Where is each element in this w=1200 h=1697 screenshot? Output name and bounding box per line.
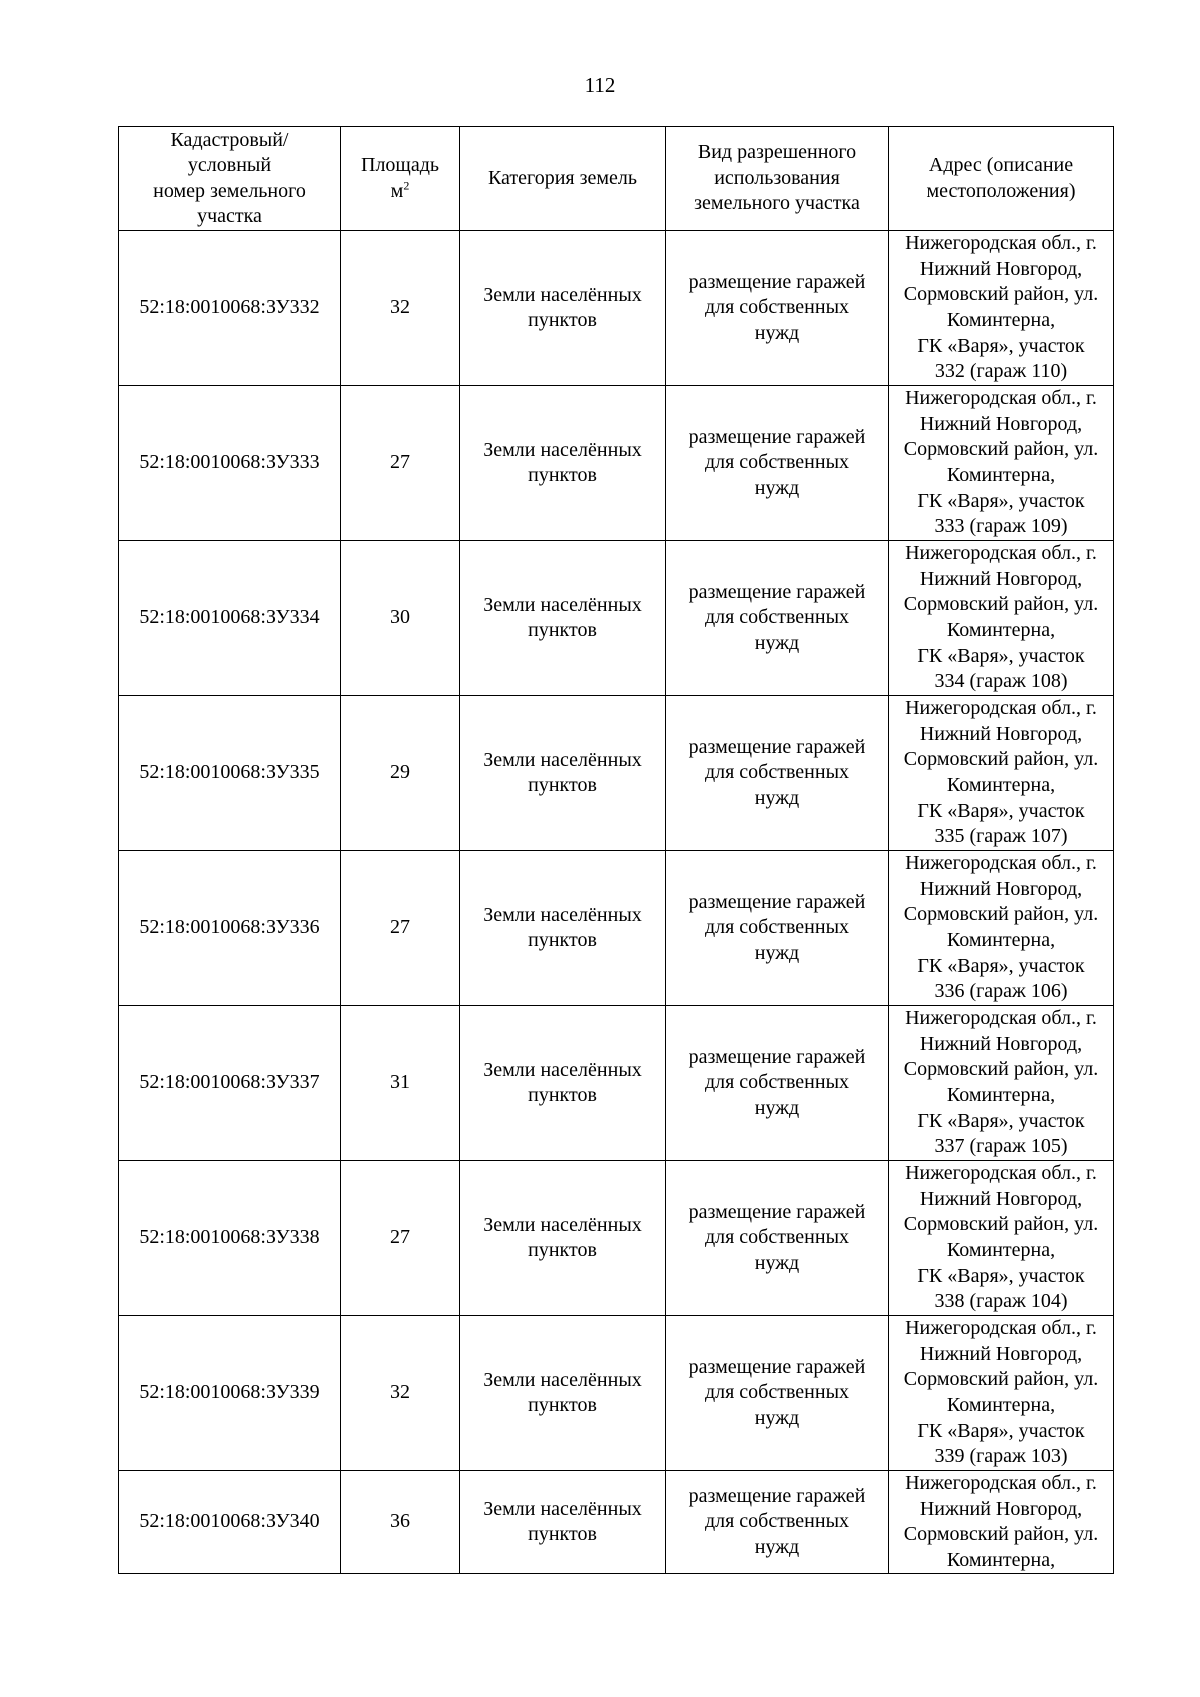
cell-line: Земли населённых bbox=[483, 593, 642, 616]
address-line: Нижегородская обл., г. bbox=[905, 1007, 1097, 1030]
cell-line: нужд bbox=[754, 1406, 800, 1429]
table-row bbox=[119, 386, 1114, 541]
header-land-category bbox=[460, 127, 666, 231]
cell-line: пунктов bbox=[528, 1523, 597, 1546]
cell-area: 30 bbox=[341, 541, 460, 696]
table-row bbox=[119, 1006, 1114, 1161]
address-line: Коминтерна, bbox=[946, 929, 1056, 951]
header-permitted-use bbox=[666, 127, 889, 231]
address-line: Сормовский район, ул. bbox=[903, 1058, 1099, 1081]
address-line: Нижний Новгород, bbox=[919, 567, 1083, 590]
address-line: ГК «Варя», участок bbox=[917, 1264, 1085, 1287]
table-row bbox=[119, 541, 1114, 696]
cell-address bbox=[889, 1161, 1114, 1316]
cell-address bbox=[889, 386, 1114, 541]
cell-area: 31 bbox=[341, 1006, 460, 1161]
header-line: Категория земель bbox=[487, 166, 638, 189]
cell-line: для собственных bbox=[704, 296, 850, 319]
address-line: Нижний Новгород, bbox=[919, 412, 1083, 435]
address-line: Коминтерна, bbox=[946, 1084, 1056, 1106]
cell-permitted-use bbox=[666, 1471, 889, 1574]
table-row bbox=[119, 851, 1114, 1006]
cell-line: пунктов bbox=[528, 1394, 597, 1416]
cell-line: размещение гаражей bbox=[688, 1355, 866, 1378]
cell-area: 32 bbox=[341, 231, 460, 386]
cell-address bbox=[889, 1006, 1114, 1161]
cell-line: размещение гаражей bbox=[688, 735, 866, 758]
cell-cadastral-number: 52:18:0010068:ЗУ335 bbox=[119, 696, 341, 851]
address-line: Нижний Новгород, bbox=[919, 1342, 1083, 1365]
cell-line: для собственных bbox=[704, 1071, 850, 1094]
cell-line: Земли населённых bbox=[483, 1368, 642, 1391]
cell-land-category bbox=[460, 1316, 666, 1471]
address-line: Коминтерна, bbox=[946, 1239, 1056, 1261]
cell-line: Земли населённых bbox=[483, 1497, 642, 1520]
address-line: Нижегородская обл., г. bbox=[905, 387, 1097, 410]
address-line: 336 (гараж 106) bbox=[934, 980, 1068, 1003]
cell-permitted-use bbox=[666, 541, 889, 696]
address-line: Сормовский район, ул. bbox=[903, 593, 1099, 616]
cell-address bbox=[889, 231, 1114, 386]
cell-line: для собственных bbox=[704, 1381, 850, 1404]
cell-address bbox=[889, 1316, 1114, 1471]
header-cadastral-number bbox=[119, 127, 341, 231]
address-line: Нижегородская обл., г. bbox=[905, 1317, 1097, 1340]
cell-line: Земли населённых bbox=[483, 1058, 642, 1081]
header-area bbox=[341, 127, 460, 231]
cell-line: нужд bbox=[754, 631, 800, 654]
table-body bbox=[119, 231, 1114, 1574]
table-row bbox=[119, 696, 1114, 851]
header-line: номер земельного bbox=[153, 179, 306, 202]
cell-cadastral-number: 52:18:0010068:ЗУ336 bbox=[119, 851, 341, 1006]
cell-permitted-use bbox=[666, 1161, 889, 1316]
address-line: ГК «Варя», участок bbox=[917, 1109, 1085, 1132]
cell-line: размещение гаражей bbox=[688, 425, 866, 448]
address-line: Сормовский район, ул. bbox=[903, 1213, 1099, 1236]
header-row bbox=[119, 127, 1114, 231]
cell-area: 32 bbox=[341, 1316, 460, 1471]
address-line: Нижегородская обл., г. bbox=[905, 852, 1097, 875]
header-line: Адрес (описание bbox=[928, 154, 1074, 176]
address-line: Коминтерна, bbox=[946, 774, 1056, 796]
address-line: Нижний Новгород, bbox=[919, 722, 1083, 745]
cell-land-category bbox=[460, 1161, 666, 1316]
table-row bbox=[119, 1161, 1114, 1316]
cell-land-category bbox=[460, 541, 666, 696]
cell-line: для собственных bbox=[704, 606, 850, 629]
header-area-unit bbox=[341, 179, 459, 205]
cell-cadastral-number: 52:18:0010068:ЗУ333 bbox=[119, 386, 341, 541]
address-line: ГК «Варя», участок bbox=[917, 954, 1085, 977]
address-line: Сормовский район, ул. bbox=[903, 283, 1099, 306]
area-unit-superscript: 2 bbox=[403, 177, 410, 192]
cell-area: 36 bbox=[341, 1471, 460, 1574]
address-line: ГК «Варя», участок bbox=[917, 1419, 1085, 1442]
cell-address bbox=[889, 541, 1114, 696]
address-line: Нижний Новгород, bbox=[919, 877, 1083, 900]
cell-area: 27 bbox=[341, 386, 460, 541]
header-line: местоположения) bbox=[926, 179, 1076, 202]
cell-permitted-use bbox=[666, 1316, 889, 1471]
cell-cadastral-number: 52:18:0010068:ЗУ338 bbox=[119, 1161, 341, 1316]
cell-permitted-use bbox=[666, 851, 889, 1006]
header-address bbox=[889, 127, 1114, 231]
address-line: ГК «Варя», участок bbox=[917, 644, 1085, 667]
address-line: Нижегородская обл., г. bbox=[905, 697, 1097, 720]
land-plots-table bbox=[118, 126, 1114, 1574]
address-line: Сормовский район, ул. bbox=[903, 1368, 1099, 1391]
address-line: ГК «Варя», участок bbox=[917, 489, 1085, 512]
cell-line: Земли населённых bbox=[483, 1213, 642, 1236]
cell-address bbox=[889, 1471, 1114, 1574]
cell-line: пунктов bbox=[528, 929, 597, 951]
address-line: 333 (гараж 109) bbox=[934, 515, 1068, 538]
cell-line: размещение гаражей bbox=[688, 1045, 866, 1068]
cell-cadastral-number: 52:18:0010068:ЗУ340 bbox=[119, 1471, 341, 1574]
cell-land-category bbox=[460, 1006, 666, 1161]
cell-address bbox=[889, 851, 1114, 1006]
cell-line: для собственных bbox=[704, 916, 850, 939]
address-line: ГК «Варя», участок bbox=[917, 334, 1085, 357]
header-line: участка bbox=[197, 205, 262, 227]
table-row bbox=[119, 1471, 1114, 1574]
cell-address bbox=[889, 696, 1114, 851]
cell-line: Земли населённых bbox=[483, 283, 642, 306]
page-number: 112 bbox=[584, 73, 616, 97]
cell-permitted-use bbox=[666, 231, 889, 386]
cell-line: размещение гаражей bbox=[688, 270, 866, 293]
cell-cadastral-number: 52:18:0010068:ЗУ339 bbox=[119, 1316, 341, 1471]
cell-land-category bbox=[460, 1471, 666, 1574]
address-line: Сормовский район, ул. bbox=[903, 903, 1099, 926]
table-header bbox=[119, 127, 1114, 231]
cell-line: пунктов bbox=[528, 1239, 597, 1261]
cell-line: нужд bbox=[754, 1096, 800, 1119]
address-line: Сормовский район, ул. bbox=[903, 1523, 1099, 1546]
cell-line: нужд bbox=[754, 786, 800, 809]
cell-line: Земли населённых bbox=[483, 748, 642, 771]
address-line: 339 (гараж 103) bbox=[934, 1445, 1068, 1468]
cell-land-category bbox=[460, 231, 666, 386]
cell-land-category bbox=[460, 386, 666, 541]
address-line: Коминтерна, bbox=[946, 1394, 1056, 1416]
cell-line: пунктов bbox=[528, 1084, 597, 1106]
cell-line: для собственных bbox=[704, 1226, 850, 1249]
cell-line: нужд bbox=[754, 941, 800, 964]
header-line: условный bbox=[187, 154, 272, 176]
cell-cadastral-number: 52:18:0010068:ЗУ337 bbox=[119, 1006, 341, 1161]
address-line: 332 (гараж 110) bbox=[934, 360, 1068, 383]
cell-line: Земли населённых bbox=[483, 903, 642, 926]
address-line: 334 (гараж 108) bbox=[934, 670, 1068, 693]
cell-cadastral-number: 52:18:0010068:ЗУ332 bbox=[119, 231, 341, 386]
address-line: Нижегородская обл., г. bbox=[905, 232, 1097, 255]
cell-line: Земли населённых bbox=[483, 438, 642, 461]
cell-area: 27 bbox=[341, 1161, 460, 1316]
address-line: Нижегородская обл., г. bbox=[905, 1472, 1097, 1494]
address-line: ГК «Варя», участок bbox=[917, 799, 1085, 822]
cell-line: для собственных bbox=[704, 761, 850, 784]
cell-cadastral-number: 52:18:0010068:ЗУ334 bbox=[119, 541, 341, 696]
address-line: Коминтерна, bbox=[946, 309, 1056, 331]
address-line: Сормовский район, ул. bbox=[903, 748, 1099, 771]
header-line: Кадастровый/ bbox=[170, 128, 289, 151]
cell-line: размещение гаражей bbox=[688, 1484, 866, 1507]
area-unit: м bbox=[390, 179, 404, 202]
address-line: Нижегородская обл., г. bbox=[905, 542, 1097, 565]
address-line: Нижний Новгород, bbox=[919, 1032, 1083, 1055]
cell-line: размещение гаражей bbox=[688, 890, 866, 913]
address-line: 335 (гараж 107) bbox=[934, 825, 1068, 848]
cell-land-category bbox=[460, 696, 666, 851]
header-line: Вид разрешенного bbox=[697, 141, 857, 164]
header-line: земельного участка bbox=[694, 192, 860, 215]
cell-line: нужд bbox=[754, 321, 800, 344]
cell-line: для собственных bbox=[704, 1510, 850, 1533]
cell-line: нужд bbox=[754, 476, 800, 499]
cell-line: пунктов bbox=[528, 309, 597, 331]
cell-line: пунктов bbox=[528, 464, 597, 486]
cell-permitted-use bbox=[666, 386, 889, 541]
cell-area: 29 bbox=[341, 696, 460, 851]
address-line: 337 (гараж 105) bbox=[934, 1135, 1068, 1158]
header-line: использования bbox=[714, 166, 840, 189]
address-line: 338 (гараж 104) bbox=[934, 1290, 1068, 1313]
address-line: Нижний Новгород, bbox=[919, 257, 1083, 280]
cell-permitted-use bbox=[666, 696, 889, 851]
cell-land-category bbox=[460, 851, 666, 1006]
address-line: Нижегородская обл., г. bbox=[905, 1162, 1097, 1185]
address-line: Коминтерна, bbox=[946, 1548, 1056, 1571]
address-line: Коминтерна, bbox=[946, 464, 1056, 486]
cell-line: для собственных bbox=[704, 451, 850, 474]
address-line: Коминтерна, bbox=[946, 619, 1056, 641]
address-line: Нижний Новгород, bbox=[919, 1187, 1083, 1210]
cell-line: пунктов bbox=[528, 774, 597, 796]
cell-line: размещение гаражей bbox=[688, 580, 866, 603]
cell-line: нужд bbox=[754, 1535, 800, 1558]
header-line: Площадь bbox=[361, 154, 439, 176]
cell-line: нужд bbox=[754, 1251, 800, 1274]
cell-permitted-use bbox=[666, 1006, 889, 1161]
cell-line: размещение гаражей bbox=[688, 1200, 866, 1223]
cell-line: пунктов bbox=[528, 619, 597, 641]
cell-area: 27 bbox=[341, 851, 460, 1006]
address-line: Сормовский район, ул. bbox=[903, 438, 1099, 461]
table-row bbox=[119, 231, 1114, 386]
table-row bbox=[119, 1316, 1114, 1471]
address-line: Нижний Новгород, bbox=[919, 1497, 1083, 1520]
